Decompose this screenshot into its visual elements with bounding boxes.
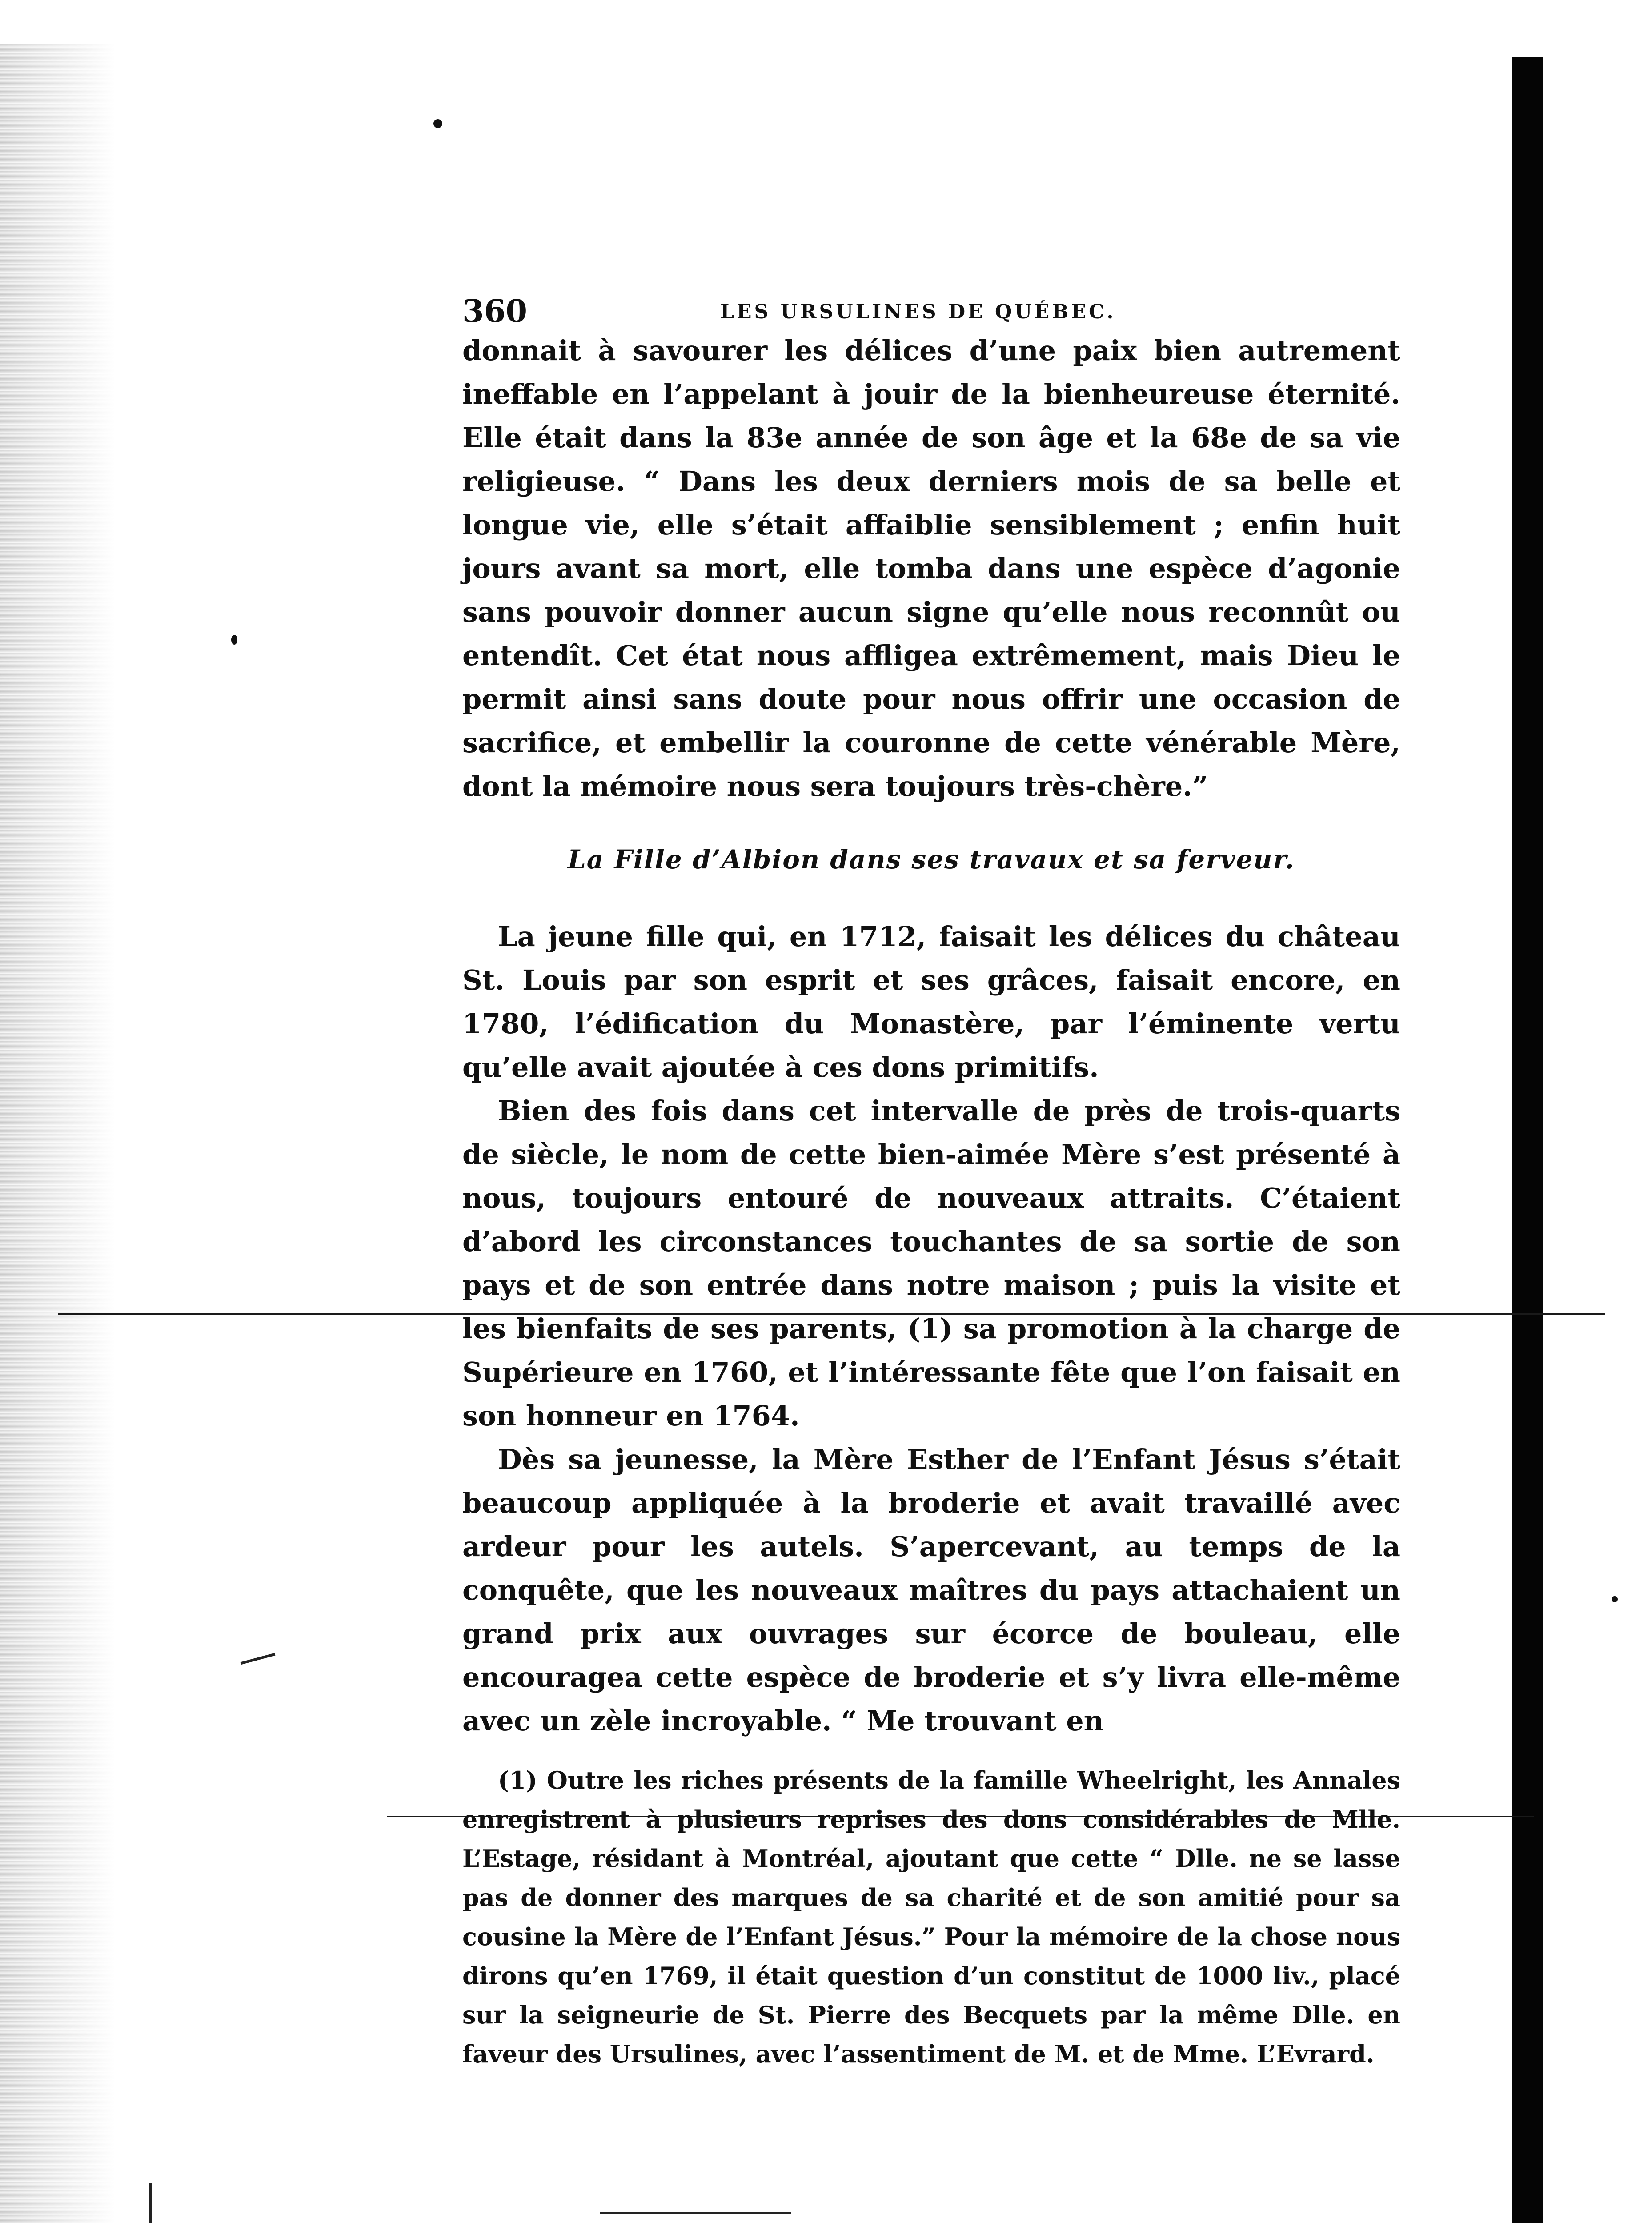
footnote: (1) Outre les riches présents de la famille Wheelright, les Annales enregistrent à plusieurs reprises des dons considérables de Mlle. L’Estage, résidant à Montréal, ajoutant que cette “ Dlle. ne se lasse pas de donner des marques de sa charité et de son amitié pour sa cousine la Mère de l’Enfant Jésus.” Pour la mémoire de la chose nous dirons qu’en 1769, il était question d’un constitut de 1000 liv., placé sur la seigneurie de St. Pierre des Becquets par la même Dlle. en faveur des Ursulines, avec l’assentiment de M. et de Mme. L’Evrard. — [462, 1766, 1400, 2068]
scan-stroke — [600, 2212, 791, 2214]
paragraph-continuation: donnait à savourer les délices d’une paix bien autrement ineffable en l’appelant à jouir de la bienheureuse éternité. Elle était dans la 83e année de son âge et la 68e de sa vie religieuse. “ Dans les deux derniers mois de sa belle et longue vie, elle s’était affaiblie sensiblement ; enfin huit jours avant sa mort, elle tomba dans une espèce d’agonie sans pouvoir donner aucun signe qu’elle nous reconnût ou entendît. Cet état nous affligea extrêmement, mais Dieu le permit ainsi sans doute pour nous offrir une occasion de sacrifice, et embellir la couronne de cette vénérable Mère, dont la mémoire nous sera toujours très-chère.” — [462, 334, 1400, 803]
section-heading: La Fille d’Albion dans ses travaux et sa ferveur. — [568, 844, 1295, 875]
scan-speck — [1612, 1596, 1618, 1602]
scan-left-edge-noise — [0, 44, 116, 2223]
scan-right-dark-bar — [1512, 57, 1543, 2223]
paragraph: Bien des fois dans cet intervalle de près de trois-quarts de siècle, le nom de cette bien-aimée Mère s’est présenté à nous, toujours entouré de nouveaux attraits. C’étaient d’abord les circonstances touchantes de sa sortie de son pays et de son entrée dans notre maison ; puis la visite et les bienfaits de ses parents, (1) sa promotion à la charge de Supérieure en 1760, et l’intéressante fête que l’on faisait en son honneur en 1764. — [462, 1095, 1400, 1432]
book-page — [462, 293, 1400, 2098]
scan-stroke — [241, 1653, 276, 1665]
scan-speck — [231, 635, 237, 645]
paragraph: La jeune fille qui, en 1712, faisait les délices du château St. Louis par son esprit et ses grâces, faisait encore, en 1780, l’édification du Monastère, par l’éminente vertu qu’elle avait ajoutée à ces dons primitifs. — [462, 920, 1400, 1083]
page-number: 360 — [462, 293, 528, 329]
paragraph: Dès sa jeunesse, la Mère Esther de l’Enfant Jésus s’était beaucoup appliquée à la broderie et avait travaillé avec ardeur pour les autels. S’apercevant, au temps de la conquête, que les nouveaux maîtres du pays attachaient un grand prix aux ouvrages sur écorce de bouleau, elle encouragea cette espèce de broderie et s’y livra elle-même avec un zèle incroyable. “ Me trouvant en — [462, 1443, 1400, 1737]
scan-speck — [433, 119, 442, 128]
running-title: LES URSULINES DE QUÉBEC. — [720, 301, 1116, 323]
scan-stroke — [149, 2183, 152, 2223]
running-head — [462, 293, 1400, 329]
